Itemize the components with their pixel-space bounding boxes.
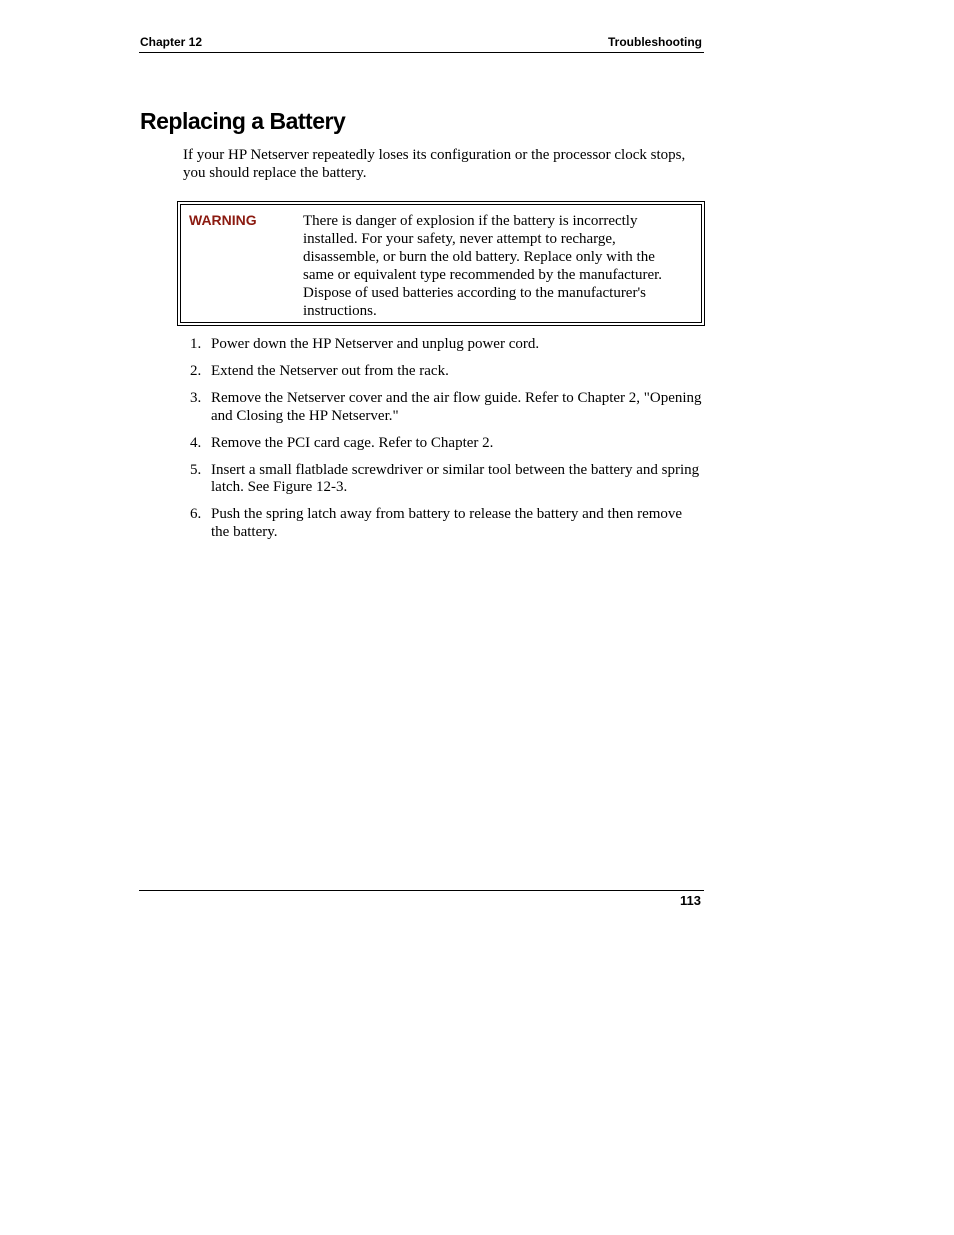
step-number: 1. [190, 336, 202, 352]
warning-text: There is danger of explosion if the battery is incorrectly installed. For your safety, never attempt to recharge, disassemble, or burn the old battery. Replace only with the same or equivalent type recommended by the manufacturer. Dispose of used batteries according to the manufacturer's instructions. [303, 213, 663, 319]
page-header [139, 34, 704, 53]
list-item [183, 435, 703, 453]
header-section: Troubleshooting [608, 35, 702, 49]
step-number: 5. [190, 461, 202, 478]
list-item [183, 462, 703, 497]
step-text: Remove the PCI card cage. Refer to Chapter 2. [211, 434, 494, 451]
list-item [183, 390, 703, 425]
step-text: Power down the HP Netserver and unplug power cord. [211, 336, 540, 352]
warning-inner-border [180, 204, 702, 323]
header-chapter: Chapter 12 [140, 35, 203, 49]
step-text: Remove the Netserver cover and the air flow guide. Refer to Chapter 2, "Opening and Closing the HP Netserver." [211, 390, 702, 424]
list-item [183, 506, 703, 541]
warning-label: WARNING [189, 212, 257, 228]
page-number: 113 [680, 893, 701, 908]
list-item [183, 336, 703, 354]
intro-paragraph: If your HP Netserver repeatedly loses its configuration or the processor clock stops, you should replace the battery. [183, 147, 686, 181]
steps-list [183, 336, 703, 551]
step-text: Extend the Netserver out from the rack. [211, 363, 449, 379]
warning-box [177, 201, 705, 326]
step-text: Insert a small flatblade screwdriver or similar tool between the battery and spring latch. See Figure 12-3. [211, 461, 700, 495]
step-number: 3. [190, 390, 202, 406]
step-number: 4. [190, 434, 202, 451]
step-text: Push the spring latch away from battery to release the battery and then remove the battery. [211, 506, 683, 540]
page-title: Replacing a Battery [140, 108, 346, 134]
list-item [183, 363, 703, 381]
page-footer [139, 890, 704, 908]
step-number: 6. [190, 506, 202, 522]
step-number: 2. [190, 363, 202, 379]
